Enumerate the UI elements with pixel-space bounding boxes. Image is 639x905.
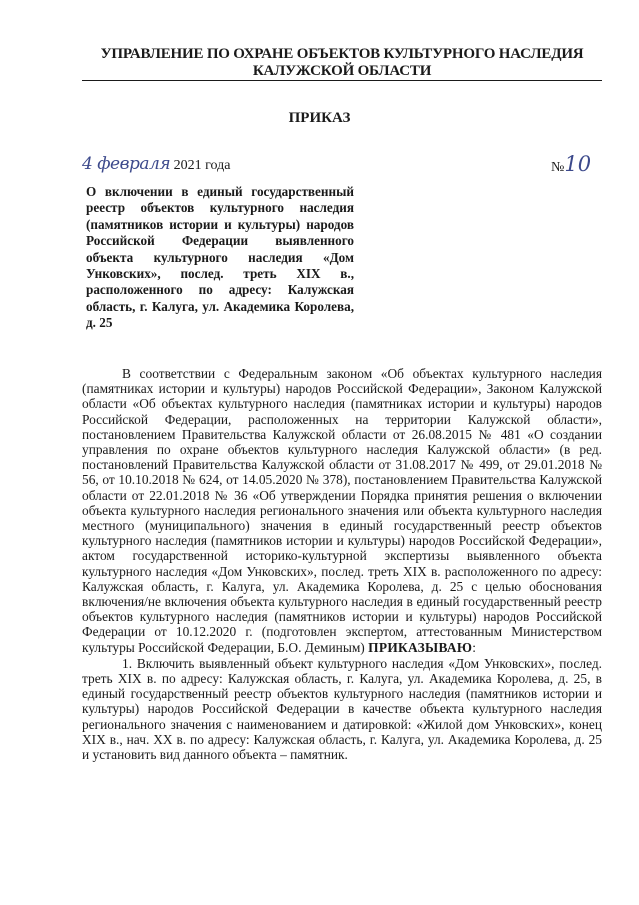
preamble-text: В соответствии с Федеральным законом «Об объектах культурного наследия (памятниках истории и культуры) народов Российской Федерации», Законом Калужской области «Об объектах культурного наследия (памятниках истории и культуры) народов Российской Федерации, расположенных на территории Калужской области», постановлением Правительства Калужской области от 26.08.2015 № 481 «О создании управления по охране объектов культурного наследия Калужской области» (в ред. постановлений Правительства Калужской области от 31.08.2017 № 499, от 29.01.2018 № 56, от 10.10.2018 № 624, от 14.05.2020 № 378), постановлением Правительства Калужской области от 22.01.2018 № 36 «Об утверждении Порядка принятия решения о включении объекта культурного наследия регионального значения или объекта культурного наследия местного (муниципального) значения в единый государственный реестр объектов культурного наследия (памятников истории и культуры) народов Российской Федерации», актом государственной историко-культурной экспертизы выявленного объекта культурного наследия «Дом Унковских», послед. треть XIX в. расположенного по адресу: Калужская область, г. Калуга, ул. Академика Королева, д. 25 с целью обоснования включения/не включения объекта культурного наследия в единый государственный реестр объектов культурного наследия (памятников истории и культуры) народов Российской Федерации от 10.12.2020 г. (подготовлен экспертом, аттестованным Министерством культуры Российской Федерации, Б.О. Деминым): [82, 366, 602, 655]
orders-word: ПРИКАЗЫВАЮ: [368, 639, 473, 655]
header-underline: [82, 80, 602, 81]
date-year: 2021 года: [173, 158, 231, 173]
order-item-1: 1. Включить выявленный объект культурного наследия «Дом Унковских», послед. треть XIX в. по адресу: Калужская область, г. Калуга, ул. Академика Королева, д. 25, в единый государственный реестр объектов культурного наследия (памятников истории и культуры) народов Российской Федерации в качестве объекта культурного наследия регионального значения с наименованием и датировкой: «Жилой дом Унковских», конец XIX в., нач. XX в. по адресу: Калужская область, г. Калуга, ул. Академика Королева, д. 25 и установить вид данного объекта – памятник.: [82, 655, 602, 763]
preamble-paragraph: В соответствии с Федеральным законом «Об объектах культурного наследия (памятниках истории и культуры) народов Российской Федерации», Законом Калужской области «Об объектах культурного наследия (памятниках истории и культуры) народов Российской Федерации, расположенных на территории Калужской области», постановлением Правительства Калужской области от 26.08.2015 № 481 «О создании управления по охране объектов культурного наследия Калужской области» (в ред. постановлений Правительства Калужской области от 31.08.2017 № 499, от 29.01.2018 № 56, от 10.10.2018 № 624, от 14.05.2020 № 378), постановлением Правительства Калужской области от 22.01.2018 № 36 «Об утверждении Порядка принятия решения о включении объекта культурного наследия регионального значения или объекта культурного наследия местного (муниципального) значения в единый государственный реестр объектов культурного наследия (памятников истории и культуры) народов Российской Федерации», актом государственной историко-культурной экспертизы выявленного объекта культурного наследия «Дом Унковских», послед. треть XIX в. расположенного по адресу: Калужская область, г. Калуга, ул. Академика Королева, д. 25 с целью обоснования включения/не включения объекта культурного наследия в единый государственный реестр объектов культурного наследия (памятников истории и культуры) народов Российской Федерации от 10.12.2020 г. (подготовлен экспертом, аттестованным Министерством культуры Российской Федерации, Б.О. Деминым) ПРИКАЗЫВАЮ:: [82, 366, 602, 655]
document-date: [82, 154, 230, 174]
handwritten-number: 10: [564, 152, 592, 176]
order-subject: О включении в единый государственный реестр объектов культурного наследия (памятников истории и культуры) народов Российской Федерации выявленного объекта культурного наследия «Дом Унковских», послед. треть XIX в., расположенного по адресу: Калужская область, г. Калуга, ул. Академика Королева, д. 25: [86, 184, 354, 331]
document-title: ПРИКАЗ: [288, 110, 351, 126]
organization-name-line-2: КАЛУЖСКОЙ ОБЛАСТИ: [252, 63, 432, 79]
organization-name-line-1: УПРАВЛЕНИЕ ПО ОХРАНЕ ОБЪЕКТОВ КУЛЬТУРНОГО НАСЛЕДИЯ: [100, 46, 584, 62]
handwritten-date: 4 февраля: [82, 154, 171, 174]
number-sign: №: [551, 160, 565, 175]
document-number: [551, 152, 591, 176]
organization-header: [82, 46, 602, 80]
order-body: [82, 366, 602, 762]
